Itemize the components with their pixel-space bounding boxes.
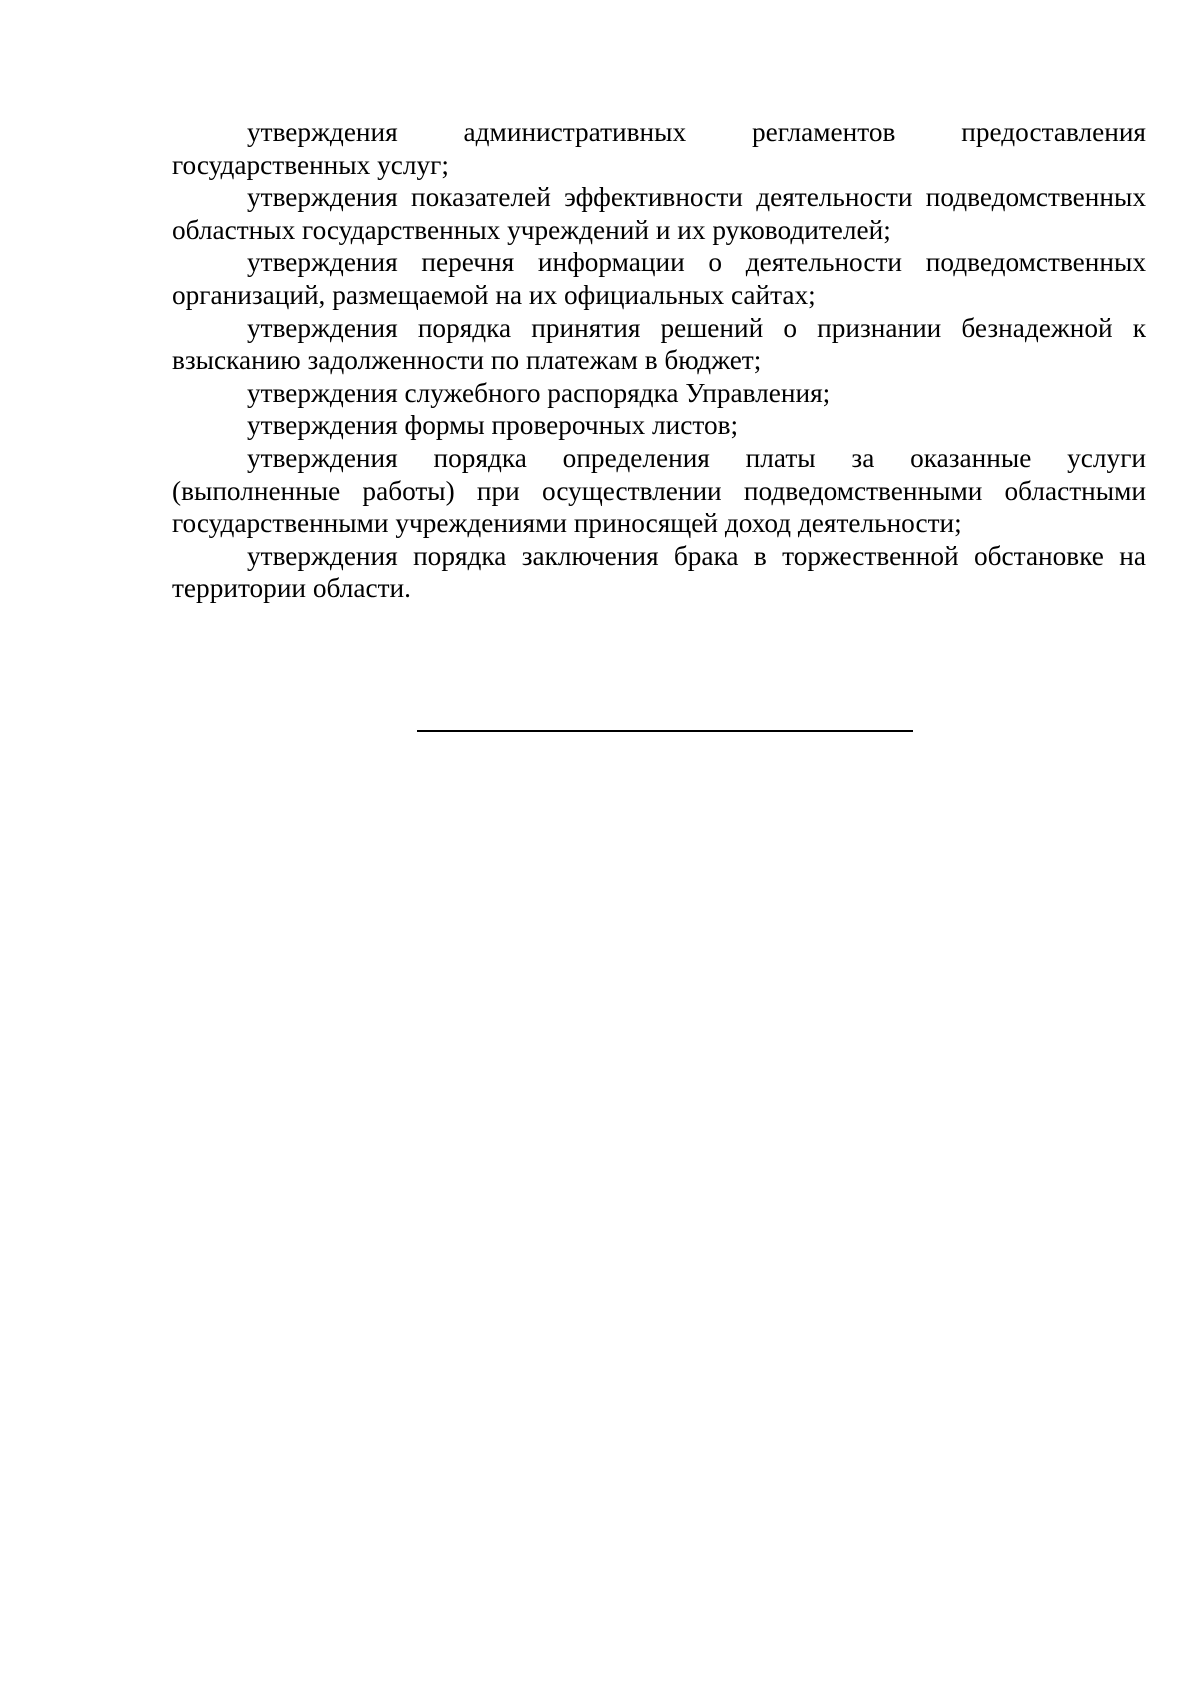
document-body xyxy=(172,116,1146,605)
paragraph-website-information-list: утверждения перечня информации о деятельности подведомственных организаций, размещаемой на их официальных сайтах; xyxy=(172,247,1146,310)
end-separator-line xyxy=(417,730,913,732)
paragraph-checklist-forms: утверждения формы проверочных листов; xyxy=(247,410,739,441)
paragraph-performance-indicators: утверждения показателей эффективности деятельности подведомственных областных государственных учреждений и их руководителей; xyxy=(172,182,1146,245)
paragraph-office-schedule: утверждения служебного распорядка Управления; xyxy=(247,377,831,408)
paragraph-bad-debt-decisions: утверждения порядка принятия решений о признании безнадежной к взысканию задолженности по платежам в бюджет; xyxy=(172,312,1146,376)
paragraph-service-fees: утверждения порядка определения платы за оказанные услуги (выполненные работы) при осуществлении подведомственными областными государственными учреждениями приносящей доход деятельности; xyxy=(172,442,1146,539)
paragraph-administrative-regulations: утверждения административных регламентов предоставления государственных услуг; xyxy=(172,117,1146,180)
paragraph-ceremonial-marriage: утверждения порядка заключения брака в торжественной обстановке на территории области. xyxy=(172,540,1146,604)
